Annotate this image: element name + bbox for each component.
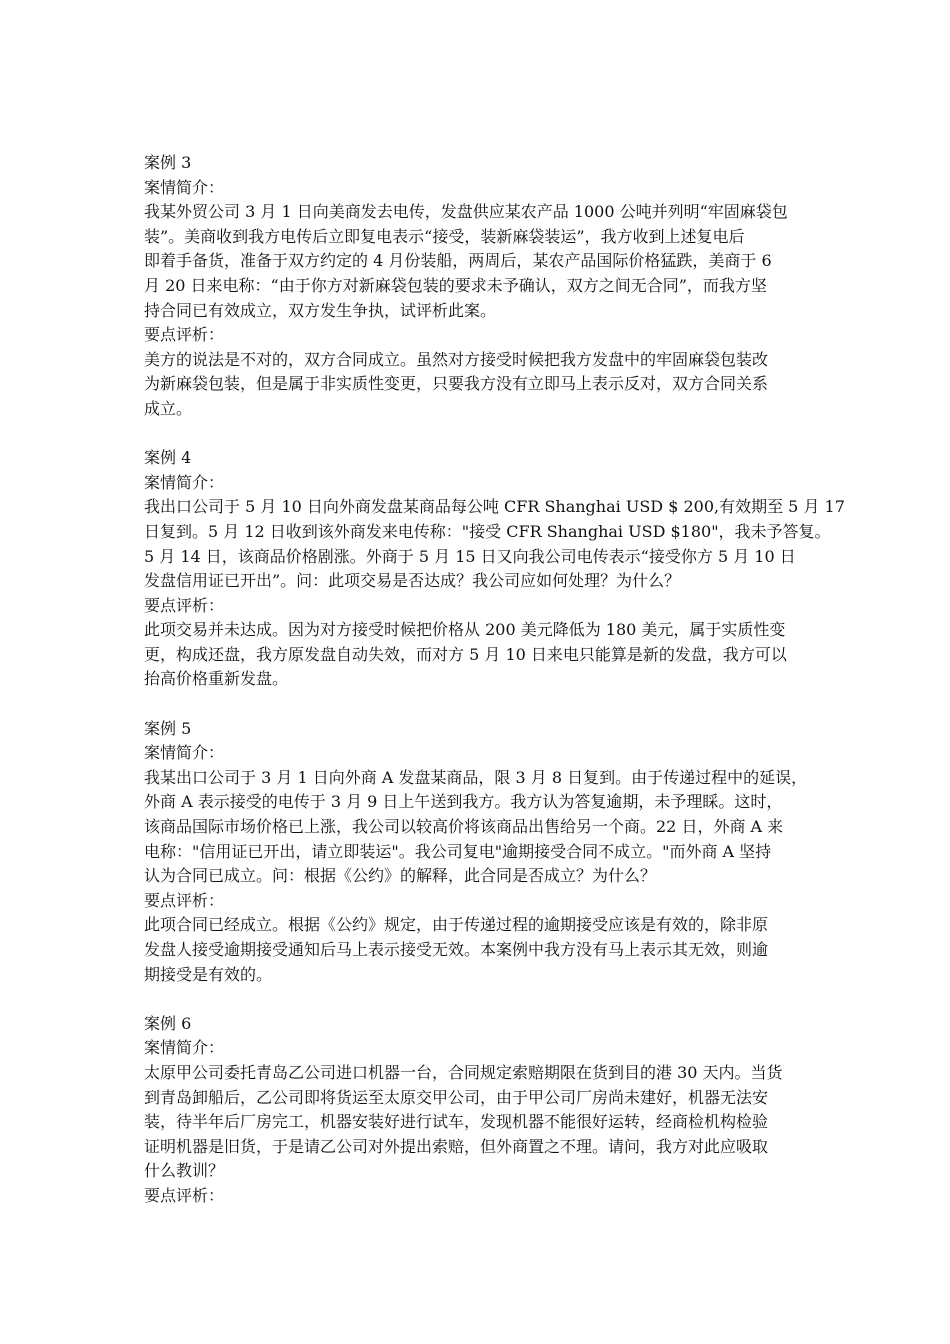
blank-line (144, 422, 812, 447)
case-analysis-label: 要点评析： (144, 325, 225, 345)
text-line: 我出口公司于 5 月 10 日向外商发盘某商品每公吨 CFR Shanghai USD $ 200,有效期至 5 月 17 (144, 497, 845, 517)
text-line: 认为合同已成立。问：根据《公约》的解释，此合同是否成立？为什么？ (144, 866, 657, 886)
case-title: 案例 5 (144, 718, 192, 738)
text-line: 成立。 (144, 398, 193, 418)
text-line: 抬高价格重新发盘。 (144, 669, 289, 689)
case-intro-text (144, 495, 845, 593)
case-title: 案例 3 (144, 153, 192, 172)
blank-line (144, 692, 812, 717)
case-section (144, 1012, 812, 1209)
case-title: 案例 6 (144, 1013, 192, 1033)
case-analysis-label: 要点评析： (144, 595, 225, 615)
text-line: 电称："信用证已开出，请立即装运"。我公司复电"逾期接受合同不成立。"而外商 A 坚持 (144, 841, 772, 861)
text-line: 月 20 日来电称：“由于你方对新麻袋包装的要求未予确认，双方之间无合同”，而我方坚 (144, 275, 767, 295)
text-line: 美方的说法是不对的，双方合同成立。虽然对方接受时候把我方发盘中的牢固麻袋包装改 (144, 349, 769, 369)
text-line: 发盘信用证已开出”。问：此项交易是否达成？我公司应如何处理？为什么？ (144, 571, 681, 591)
blank-line (144, 987, 812, 1012)
text-line: 装”。美商收到我方电传后立即复电表示“接受，装新麻袋装运”，我方收到上述复电后 (144, 226, 745, 246)
case-analysis-text (144, 618, 812, 692)
text-line: 证明机器是旧货，于是请乙公司对外提出索赔，但外商置之不理。请问，我方对此应吸取 (144, 1136, 769, 1156)
case-section (144, 717, 812, 988)
text-line: 5 月 14 日，该商品价格剧涨。外商于 5 月 15 日又向我公司电传表示“接受你方 5 月 10 日 (144, 546, 796, 566)
text-line: 我某外贸公司 3 月 1 日向美商发去电传，发盘供应某农产品 1000 公吨并列明“牢固麻袋包 (144, 202, 788, 222)
case-section (144, 151, 812, 422)
text-line: 更，构成还盘，我方原发盘自动失效，而对方 5 月 10 日来电只能算是新的发盘，我方可以 (144, 644, 787, 664)
text-line: 该商品国际市场价格已上涨，我公司以较高价将该商品出售给另一个商。22 日，外商 A 来 (144, 817, 784, 837)
case-intro-label: 案情简介： (144, 177, 225, 197)
case-title: 案例 4 (144, 448, 192, 468)
text-line: 太原甲公司委托青岛乙公司进口机器一台，合同规定索赔期限在货到目的港 30 天内。当货 (144, 1062, 783, 1082)
text-line: 什么教训？ (144, 1161, 225, 1181)
text-line: 为新麻袋包装，但是属于非实质性变更，只要我方没有立即马上表示反对，双方合同关系 (144, 374, 769, 394)
text-line: 此项交易并未达成。因为对方接受时候把价格从 200 美元降低为 180 美元，属于实质性变 (144, 620, 786, 640)
case-intro-label: 案情简介： (144, 1038, 225, 1058)
text-line: 此项合同已经成立。根据《公约》规定，由于传递过程的逾期接受应该是有效的，除非原 (144, 915, 769, 935)
case-section (144, 446, 845, 692)
case-analysis-text (144, 913, 812, 987)
text-line: 即着手备货，准备于双方约定的 4 月份装船，两周后，某农产品国际价格猛跌，美商于 6 (144, 251, 772, 271)
text-line: 外商 A 表示接受的电传于 3 月 9 日上午送到我方。我方认为答复逾期，未予理睬。这时， (144, 792, 783, 812)
case-intro-text (144, 200, 812, 323)
case-intro-label: 案情简介： (144, 472, 225, 492)
text-line: 期接受是有效的。 (144, 964, 273, 984)
text-line: 到青岛卸船后，乙公司即将货运至太原交甲公司，由于甲公司厂房尚未建好，机器无法安 (144, 1087, 769, 1107)
text-line: 装，待半年后厂房完工，机器安装好进行试车，发现机器不能很好运转，经商检机构检验 (144, 1112, 769, 1132)
text-line: 持合同已有效成立，双方发生争执，试评析此案。 (144, 300, 497, 320)
text-line: 发盘人接受逾期接受通知后马上表示接受无效。本案例中我方没有马上表示其无效，则逾 (144, 940, 769, 959)
case-intro-label: 案情简介： (144, 743, 225, 763)
case-analysis-text (144, 348, 812, 422)
text-line: 日复到。5 月 12 日收到该外商发来电传称："接受 CFR Shanghai USD $180"，我未予答复。 (144, 521, 831, 541)
case-intro-text (144, 766, 812, 889)
case-analysis-label: 要点评析： (144, 890, 225, 910)
case-intro-text (144, 1061, 812, 1184)
text-line: 我某出口公司于 3 月 1 日向外商 A 发盘某商品，限 3 月 8 日复到。由于传递过程中的延误， (144, 767, 808, 787)
case-analysis-label: 要点评析： (144, 1185, 225, 1205)
document-body (144, 151, 845, 1209)
